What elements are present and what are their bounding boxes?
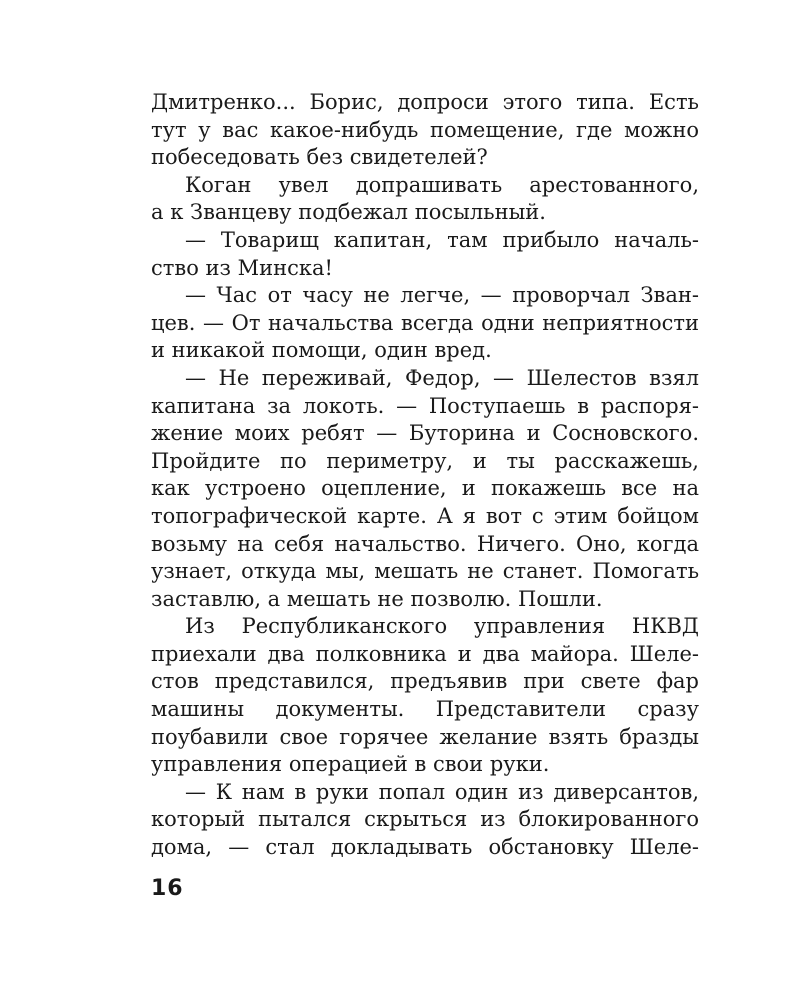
- text-line: Пройдите по периметру, и ты расскажешь,: [151, 448, 699, 473]
- text-line: узнает, откуда мы, мешать не станет. Помогать: [151, 559, 699, 584]
- text-line: а к Званцеву подбежал посыльный.: [151, 200, 546, 225]
- text-line: Дмитренко... Борис, допроси этого типа. Есть: [151, 90, 699, 114]
- text-line: — Не переживай, Федор, — Шелестов взял: [185, 365, 699, 390]
- text-line: заставлю, а мешать не позволю. Пошли.: [151, 586, 603, 611]
- text-line: машины документы. Представители сразу: [151, 697, 699, 722]
- text-line: и никакой помощи, один вред.: [151, 338, 492, 363]
- text-line: — Товарищ капитан, там прибыло началь-: [185, 227, 699, 252]
- text-line: — Час от часу не легче, — проворчал Зван-: [185, 283, 699, 308]
- text-line: топографической карте. А я вот с этим бойцом: [151, 503, 699, 528]
- text-line: дома, — стал докладывать обстановку Шеле-: [151, 835, 699, 860]
- page-text: [151, 89, 699, 862]
- text-line: который пытался скрыться из блокированного: [151, 807, 699, 832]
- text-line: поубавили свое горячее желание взять бразды: [151, 724, 699, 749]
- text-line: Коган увел допрашивать арестованного,: [185, 172, 699, 197]
- text-line: возьму на себя начальство. Ничего. Оно, когда: [151, 531, 699, 556]
- text-line: Из Республиканского управления НКВД: [185, 614, 699, 639]
- text-line: побеседовать без свидетелей?: [151, 145, 488, 170]
- text-line: управления операцией в свои руки.: [151, 752, 550, 777]
- text-line: тут у вас какое-нибудь помещение, где можно: [151, 117, 699, 142]
- text-line: приехали два полковника и два майора. Шеле-: [151, 641, 699, 666]
- text-line: ство из Минска!: [151, 255, 333, 280]
- text-line: — К нам в руки попал один из диверсантов,: [185, 779, 699, 804]
- text-line: капитана за локоть. — Поступаешь в распоря-: [151, 393, 699, 418]
- text-line: цев. — От начальства всегда одни неприятности: [151, 310, 699, 335]
- text-line: стов представился, предъявив при свете фар: [151, 669, 699, 694]
- text-line: жение моих ребят — Буторина и Сосновского.: [151, 421, 699, 446]
- text-line: как устроено оцепление, и покажешь все на: [151, 476, 699, 501]
- page-number: 16: [151, 876, 184, 901]
